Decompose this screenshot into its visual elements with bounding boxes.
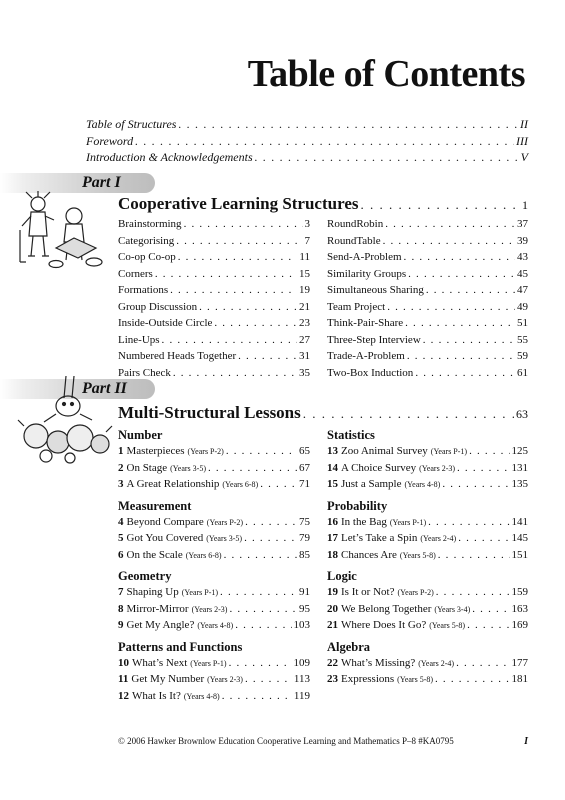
lesson-years: (Years 5-8) xyxy=(399,550,436,560)
dot-leader xyxy=(469,445,509,457)
lesson-number: 1 xyxy=(118,445,124,457)
lesson-entry[interactable] xyxy=(118,532,310,549)
category-heading: Logic xyxy=(327,569,357,583)
lesson-page: 125 xyxy=(511,445,528,457)
category-heading: Measurement xyxy=(118,498,192,513)
entry-page: 7 xyxy=(304,234,310,247)
entry-page: V xyxy=(520,150,528,164)
lesson-entry[interactable] xyxy=(327,549,528,566)
lesson-label: Just a Sample xyxy=(341,478,402,490)
entry-label: Corners xyxy=(118,267,153,280)
lesson-years: (Years 2-4) xyxy=(418,658,455,668)
entry-label: Line-Ups xyxy=(118,333,160,346)
lesson-page: 109 xyxy=(293,656,310,669)
lesson-number: 7 xyxy=(118,586,124,598)
entry-label: Trade-A-Problem xyxy=(327,350,405,362)
lesson-label: Where Does It Go? xyxy=(341,619,427,631)
lesson-page: 151 xyxy=(511,548,528,561)
entry-page: 59 xyxy=(517,350,528,362)
lesson-years: (Years P-1) xyxy=(181,588,219,597)
lesson-years: (Years 5-8) xyxy=(429,621,466,630)
lesson-label: What Is It? xyxy=(132,689,181,702)
toc-entry[interactable] xyxy=(86,150,528,167)
lesson-years: (Years 2-3) xyxy=(419,463,456,473)
lesson-number: 17 xyxy=(327,532,338,544)
lesson-years: (Years P-2) xyxy=(187,447,224,456)
dot-leader xyxy=(407,350,515,362)
dot-leader xyxy=(457,462,509,474)
toc-entry[interactable] xyxy=(327,317,528,334)
dot-leader xyxy=(220,586,297,598)
lesson-number: 21 xyxy=(327,619,338,631)
entry-page: 49 xyxy=(517,300,528,313)
dot-leader xyxy=(405,317,515,329)
dot-leader xyxy=(438,549,510,561)
lesson-years: (Years 4-8) xyxy=(197,621,234,630)
entry-page: 3 xyxy=(304,218,310,230)
lesson-entry[interactable] xyxy=(118,462,310,479)
entry-page: 45 xyxy=(517,267,528,280)
lesson-number: 11 xyxy=(118,673,129,685)
dot-leader xyxy=(385,218,515,230)
lesson-label: Expressions xyxy=(341,673,395,685)
lesson-entry[interactable] xyxy=(118,445,310,462)
lesson-page: 135 xyxy=(511,478,528,490)
toc-entry[interactable] xyxy=(327,251,528,268)
lesson-label: We Belong Together xyxy=(341,602,432,615)
entry-page: 35 xyxy=(299,366,310,379)
dot-leader xyxy=(361,197,521,213)
entry-page: 23 xyxy=(299,317,310,329)
lesson-entry[interactable] xyxy=(118,549,310,566)
dot-leader xyxy=(245,673,292,685)
toc-entry[interactable] xyxy=(118,334,310,351)
lesson-entry[interactable] xyxy=(327,619,528,636)
toc-entry[interactable] xyxy=(327,268,528,285)
dot-leader xyxy=(170,284,297,296)
dot-leader xyxy=(456,657,509,669)
category-heading: Number xyxy=(118,428,163,442)
lesson-entry[interactable] xyxy=(327,516,528,533)
dot-leader xyxy=(404,251,515,263)
category-heading: Patterns and Functions xyxy=(118,639,243,654)
dot-leader xyxy=(255,150,519,165)
toc-entry[interactable] xyxy=(327,218,528,235)
lesson-label: A Great Relationship xyxy=(126,478,220,490)
toc-entry[interactable] xyxy=(327,350,528,367)
lesson-years: (Years 6-8) xyxy=(185,550,222,560)
lesson-years: (Years 4-8) xyxy=(183,691,220,701)
animals-illustration-icon xyxy=(14,372,114,464)
lesson-number: 22 xyxy=(327,656,338,669)
lesson-entry[interactable] xyxy=(118,478,310,495)
part-label: Part II xyxy=(82,380,127,397)
lesson-years: (Years 4-8) xyxy=(404,480,441,489)
dot-leader xyxy=(303,406,514,422)
entry-label: Inside-Outside Circle xyxy=(118,317,213,329)
lesson-label: Let’s Take a Spin xyxy=(341,532,418,544)
lesson-label: In the Bag xyxy=(341,515,387,528)
entry-label: Send-A-Problem xyxy=(327,251,402,263)
entry-page: 27 xyxy=(299,333,310,346)
category-heading: Probability xyxy=(327,498,388,513)
toc-entry[interactable] xyxy=(327,367,528,384)
structures-list-right xyxy=(327,218,528,383)
entry-label: Two-Box Induction xyxy=(327,366,414,379)
lesson-entry[interactable] xyxy=(327,603,528,620)
category-heading: Statistics xyxy=(327,428,375,442)
lesson-entry[interactable] xyxy=(118,516,310,533)
entry-label: Pairs Check xyxy=(118,366,171,379)
lesson-label: On the Scale xyxy=(126,548,183,561)
lesson-number: 2 xyxy=(118,461,124,474)
dot-leader xyxy=(229,657,292,669)
entry-label: Three-Step Interview xyxy=(327,333,421,346)
toc-entry[interactable] xyxy=(118,235,310,252)
lesson-years: (Years 5-8) xyxy=(397,675,434,684)
lesson-page: 141 xyxy=(511,515,528,528)
dot-leader xyxy=(184,218,303,230)
entry-label: Similarity Groups xyxy=(327,267,407,280)
toc-entry[interactable] xyxy=(327,301,528,318)
children-illustration-icon xyxy=(16,190,106,270)
entry-page: 43 xyxy=(517,251,528,263)
dot-leader xyxy=(472,603,509,615)
dot-leader xyxy=(387,301,515,313)
entry-label: Co-op Co-op xyxy=(118,251,176,263)
lesson-page: 163 xyxy=(511,602,528,615)
dot-leader xyxy=(178,117,518,132)
entry-label: Categorising xyxy=(118,234,175,247)
lesson-years: (Years P-2) xyxy=(206,517,244,527)
dot-leader xyxy=(178,251,298,263)
toc-entry[interactable] xyxy=(86,117,528,134)
dot-leader xyxy=(428,516,509,528)
dot-leader xyxy=(135,134,514,149)
lesson-entry[interactable] xyxy=(327,462,528,479)
lesson-page: 131 xyxy=(511,461,528,474)
lesson-years: (Years 6-8) xyxy=(222,480,259,489)
lesson-page: 159 xyxy=(511,586,528,598)
dot-leader xyxy=(244,532,297,544)
toc-entry[interactable] xyxy=(86,134,528,151)
lesson-label: What’s Missing? xyxy=(341,656,416,669)
entry-label: Group Discussion xyxy=(118,300,198,313)
dot-leader xyxy=(238,350,297,362)
dot-leader xyxy=(458,532,509,544)
lesson-number: 14 xyxy=(327,461,338,474)
entry-label: Introduction & Acknowledgements xyxy=(86,150,253,164)
dot-leader xyxy=(415,367,515,379)
lesson-page: 119 xyxy=(293,689,310,702)
entry-label: Formations xyxy=(118,284,169,296)
lesson-number: 9 xyxy=(118,619,124,631)
dot-leader xyxy=(383,235,515,247)
lesson-number: 12 xyxy=(118,689,129,702)
section-title[interactable] xyxy=(118,194,528,214)
section-page: 1 xyxy=(522,198,528,212)
lesson-years: (Years P-1) xyxy=(430,447,468,456)
structures-list-left xyxy=(118,218,310,383)
entry-page: 55 xyxy=(517,333,528,346)
entry-label: RoundRobin xyxy=(327,218,384,230)
lesson-page: 79 xyxy=(299,532,310,544)
dot-leader xyxy=(208,462,297,474)
entry-page: II xyxy=(520,117,528,131)
lesson-page: 181 xyxy=(511,673,528,685)
lesson-number: 5 xyxy=(118,532,124,544)
lesson-entry[interactable] xyxy=(118,619,310,636)
lesson-page: 75 xyxy=(299,515,310,528)
lesson-number: 4 xyxy=(118,515,124,528)
lesson-page: 71 xyxy=(299,478,310,490)
lesson-label: Is It or Not? xyxy=(341,586,395,598)
dot-leader xyxy=(467,619,509,631)
lesson-page: 103 xyxy=(293,619,310,631)
toc-entry[interactable] xyxy=(118,350,310,367)
dot-leader xyxy=(442,478,509,490)
lesson-entry[interactable] xyxy=(118,586,310,603)
dot-leader xyxy=(435,673,509,685)
section-label: Multi-Structural Lessons xyxy=(118,403,301,422)
lesson-label: Masterpieces xyxy=(126,445,185,457)
dot-leader xyxy=(176,235,302,247)
lesson-entry[interactable] xyxy=(118,657,310,674)
toc-entry[interactable] xyxy=(327,334,528,351)
dot-leader xyxy=(222,690,292,702)
toc-entry[interactable] xyxy=(118,301,310,318)
entry-page: 39 xyxy=(517,234,528,247)
entry-page: 37 xyxy=(517,218,528,230)
lesson-number: 19 xyxy=(327,586,338,598)
entry-page: 31 xyxy=(299,350,310,362)
lesson-label: On Stage xyxy=(126,461,168,474)
dot-leader xyxy=(423,334,515,346)
dot-leader xyxy=(260,478,297,490)
toc-entry[interactable] xyxy=(118,268,310,285)
toc-entry[interactable] xyxy=(118,251,310,268)
lesson-entry[interactable] xyxy=(327,673,528,690)
lesson-number: 6 xyxy=(118,548,124,561)
lesson-entry[interactable] xyxy=(327,657,528,674)
lesson-label: What’s Next xyxy=(132,656,188,669)
page-title: Table of Contents xyxy=(247,53,525,95)
entry-page: 11 xyxy=(299,251,310,263)
lesson-years: (Years 3-5) xyxy=(206,534,243,543)
lesson-label: Get My Angle? xyxy=(126,619,195,631)
toc-entry[interactable] xyxy=(118,284,310,301)
lesson-page: 67 xyxy=(299,461,310,474)
footer-text: © 2006 Hawker Brownlow Education Cooperative Learning and Mathematics P–8 #KA0795 xyxy=(118,736,454,746)
lesson-number: 10 xyxy=(118,656,129,669)
lesson-page: 95 xyxy=(299,602,310,615)
dot-leader xyxy=(224,549,297,561)
dot-leader xyxy=(162,334,297,346)
section-label: Cooperative Learning Structures xyxy=(118,194,359,213)
dot-leader xyxy=(426,284,515,296)
dot-leader xyxy=(408,268,515,280)
lesson-years: (Years 2-4) xyxy=(420,534,457,543)
entry-page: 61 xyxy=(517,366,528,379)
lesson-page: 65 xyxy=(299,445,310,457)
lessons-list-left xyxy=(118,424,310,706)
entry-page: 21 xyxy=(299,300,310,313)
lesson-years: (Years P-2) xyxy=(397,588,434,597)
lesson-label: Beyond Compare xyxy=(126,515,204,528)
lesson-entry[interactable] xyxy=(118,603,310,620)
entry-label: Team Project xyxy=(327,300,386,313)
entry-page: 47 xyxy=(517,284,528,296)
section-page: 63 xyxy=(516,407,528,421)
lessons-list-right xyxy=(327,424,528,690)
lesson-number: 15 xyxy=(327,478,338,490)
page-number: I xyxy=(524,736,528,747)
lesson-entry[interactable] xyxy=(327,586,528,603)
dot-leader xyxy=(155,268,297,280)
entry-page: 15 xyxy=(299,267,310,280)
dot-leader xyxy=(245,516,297,528)
lesson-page: 113 xyxy=(293,673,310,685)
lesson-number: 18 xyxy=(327,548,338,561)
lesson-label: Got You Covered xyxy=(126,532,204,544)
toc-entry[interactable] xyxy=(118,317,310,334)
entry-label: Brainstorming xyxy=(118,218,182,230)
lesson-years: (Years P-1) xyxy=(389,517,427,527)
lesson-label: Shaping Up xyxy=(126,586,179,598)
toc-entry[interactable] xyxy=(118,218,310,235)
dot-leader xyxy=(229,603,297,615)
lesson-entry[interactable] xyxy=(118,690,310,707)
dot-leader xyxy=(173,367,297,379)
lesson-page: 85 xyxy=(299,548,310,561)
lesson-years: (Years 2-3) xyxy=(207,675,243,684)
entry-label: RoundTable xyxy=(327,234,381,247)
lesson-years: (Years 2-3) xyxy=(191,604,228,614)
lesson-entry[interactable] xyxy=(327,478,528,495)
entry-label: Simultaneous Sharing xyxy=(327,284,424,296)
lesson-page: 177 xyxy=(511,656,528,669)
lesson-number: 13 xyxy=(327,445,338,457)
dot-leader xyxy=(214,317,297,329)
category-heading: Geometry xyxy=(118,569,172,583)
lesson-entry[interactable] xyxy=(118,673,310,690)
lesson-number: 3 xyxy=(118,478,124,490)
dot-leader xyxy=(235,619,291,631)
lesson-label: Get My Number xyxy=(131,673,205,685)
dot-leader xyxy=(199,301,297,313)
lesson-page: 145 xyxy=(511,532,528,544)
lesson-entry[interactable] xyxy=(327,445,528,462)
toc-entry[interactable] xyxy=(327,284,528,301)
lesson-years: (Years P-1) xyxy=(190,658,227,668)
toc-entry[interactable] xyxy=(327,235,528,252)
entry-page: III xyxy=(516,133,528,148)
entry-label: Numbered Heads Together xyxy=(118,350,237,362)
dot-leader xyxy=(226,445,297,457)
entry-label: Foreword xyxy=(86,133,134,148)
category-heading: Algebra xyxy=(327,639,371,654)
part-label: Part I xyxy=(82,174,121,191)
lesson-page: 169 xyxy=(511,619,528,631)
lesson-page: 91 xyxy=(299,586,310,598)
lesson-label: Zoo Animal Survey xyxy=(341,445,428,457)
entry-label: Table of Structures xyxy=(86,117,177,131)
entry-page: 19 xyxy=(299,284,310,296)
lesson-number: 23 xyxy=(327,673,338,685)
front-matter-list xyxy=(86,117,528,167)
lesson-label: A Choice Survey xyxy=(341,461,417,474)
dot-leader xyxy=(436,586,510,598)
lesson-label: Mirror-Mirror xyxy=(126,602,189,615)
section-title[interactable] xyxy=(118,403,528,423)
entry-label: Think-Pair-Share xyxy=(327,317,404,329)
lesson-label: Chances Are xyxy=(341,548,397,561)
lesson-number: 20 xyxy=(327,602,338,615)
lesson-entry[interactable] xyxy=(327,532,528,549)
entry-page: 51 xyxy=(517,317,528,329)
lesson-number: 8 xyxy=(118,602,124,615)
page-footer xyxy=(118,736,528,747)
lesson-years: (Years 3-4) xyxy=(434,604,471,614)
lesson-number: 16 xyxy=(327,515,338,528)
lesson-years: (Years 3-5) xyxy=(170,463,206,473)
